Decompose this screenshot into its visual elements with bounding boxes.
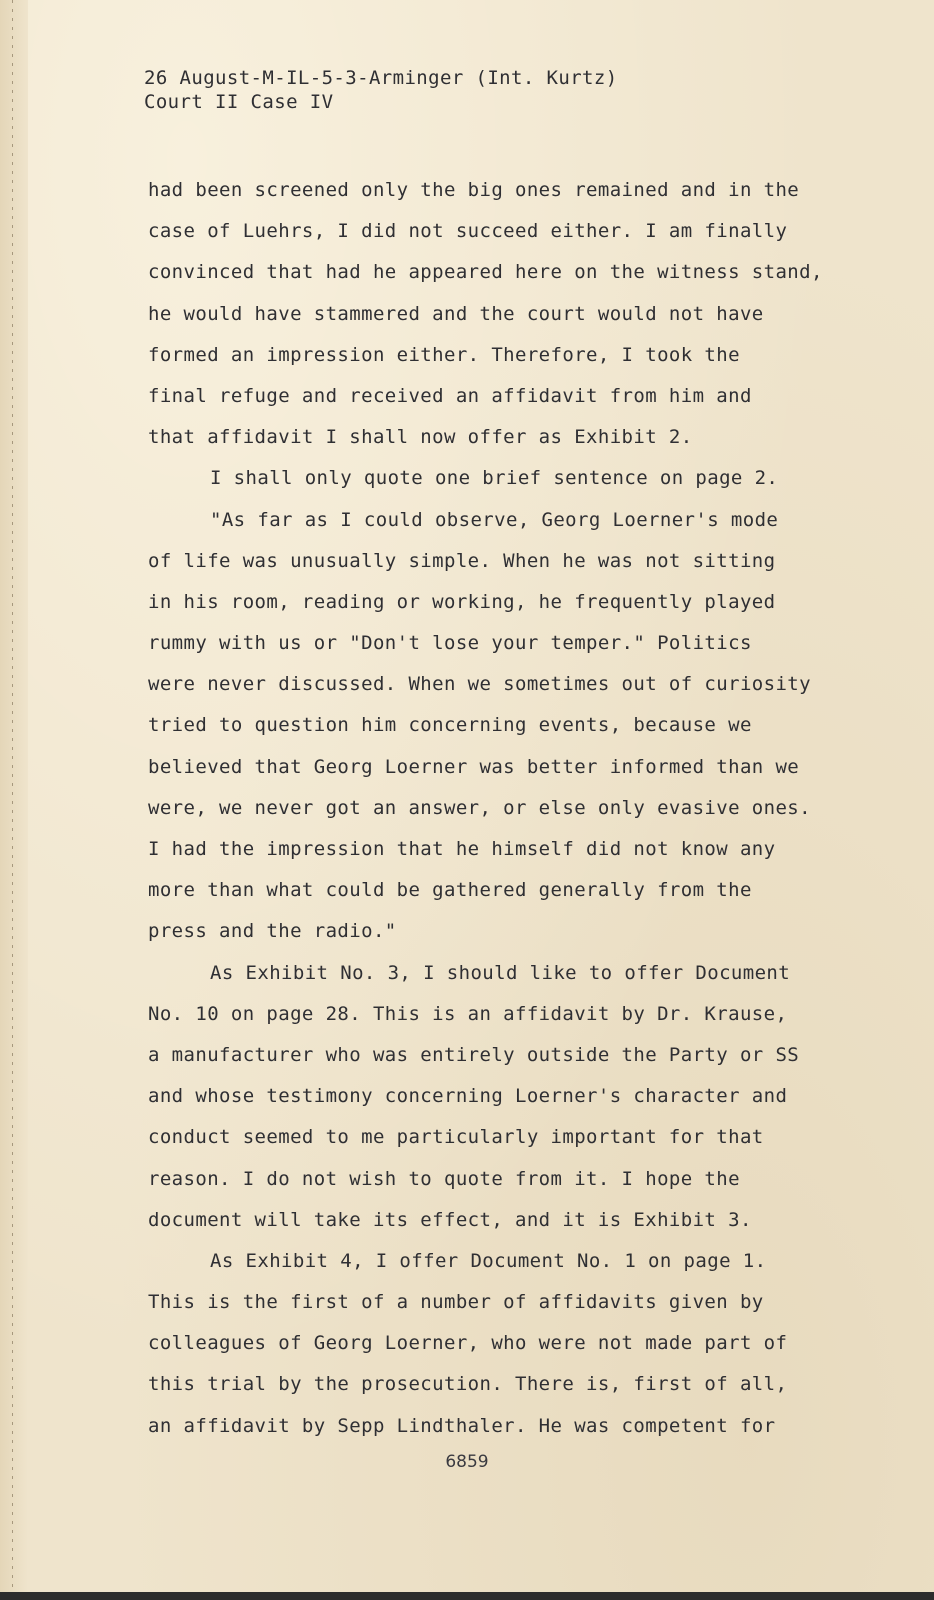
- text-line: tried to question him concerning events, because we: [148, 714, 752, 737]
- scan-bottom-edge: [0, 1592, 934, 1600]
- text-line: conduct seemed to me particularly important for that: [148, 1126, 764, 1149]
- text-line: "As far as I could observe, Georg Loerner's mode: [210, 508, 779, 531]
- document-header: [144, 66, 618, 114]
- text-line: and whose testimony concerning Loerner's character and: [148, 1085, 788, 1108]
- document-body: [148, 170, 868, 1447]
- text-line: a manufacturer who was entirely outside the Party or SS: [148, 1043, 800, 1066]
- text-line: had been screened only the big ones remained and in the: [148, 179, 800, 201]
- text-line: more than what could be gathered generally from the: [148, 879, 752, 902]
- header-line-2: Court II Case IV: [144, 91, 334, 113]
- text-line: were never discussed. When we sometimes out of curiosity: [148, 673, 811, 696]
- text-line: I shall only quote one brief sentence on page 2.: [210, 467, 779, 490]
- text-line: convinced that had he appeared here on the witness stand,: [148, 261, 823, 284]
- text-line: As Exhibit No. 3, I should like to offer Document: [210, 961, 791, 984]
- text-line: of life was unusually simple. When he was not sitting: [148, 549, 776, 572]
- page-number: 6859: [445, 1452, 489, 1472]
- text-line: formed an impression either. Therefore, I took the: [148, 343, 740, 366]
- text-line: As Exhibit 4, I offer Document No. 1 on page 1.: [210, 1249, 767, 1272]
- text-line: that affidavit I shall now offer as Exhibit 2.: [148, 426, 693, 449]
- text-line: were, we never got an answer, or else only evasive ones.: [148, 796, 811, 819]
- text-line: press and the radio.": [148, 920, 397, 943]
- header-line-1: 26 August-M-IL-5-3-Arminger (Int. Kurtz): [144, 67, 618, 89]
- margin-rule: [12, 0, 13, 1600]
- text-line: final refuge and received an affidavit from him and: [148, 384, 752, 407]
- text-line: document will take its effect, and it is Exhibit 3.: [148, 1208, 752, 1231]
- text-line: This is the first of a number of affidavits given by: [148, 1291, 764, 1314]
- text-line: an affidavit by Sepp Lindthaler. He was competent for: [148, 1414, 776, 1437]
- text-line: in his room, reading or working, he frequently played: [148, 590, 776, 613]
- text-line: No. 10 on page 28. This is an affidavit by Dr. Krause,: [148, 1002, 788, 1025]
- text-line: case of Luehrs, I did not succeed either. I am finally: [148, 220, 788, 243]
- text-line: colleagues of Georg Loerner, who were not made part of: [148, 1332, 788, 1355]
- text-line: rummy with us or "Don't lose your temper." Politics: [148, 632, 752, 655]
- page-left-margin: [0, 0, 28, 1600]
- text-line: reason. I do not wish to quote from it. I hope the: [148, 1167, 740, 1190]
- text-line: this trial by the prosecution. There is, first of all,: [148, 1373, 788, 1396]
- text-line: he would have stammered and the court would not have: [148, 302, 764, 325]
- text-line: believed that Georg Loerner was better informed than we: [148, 755, 800, 778]
- text-line: I had the impression that he himself did not know any: [148, 838, 776, 860]
